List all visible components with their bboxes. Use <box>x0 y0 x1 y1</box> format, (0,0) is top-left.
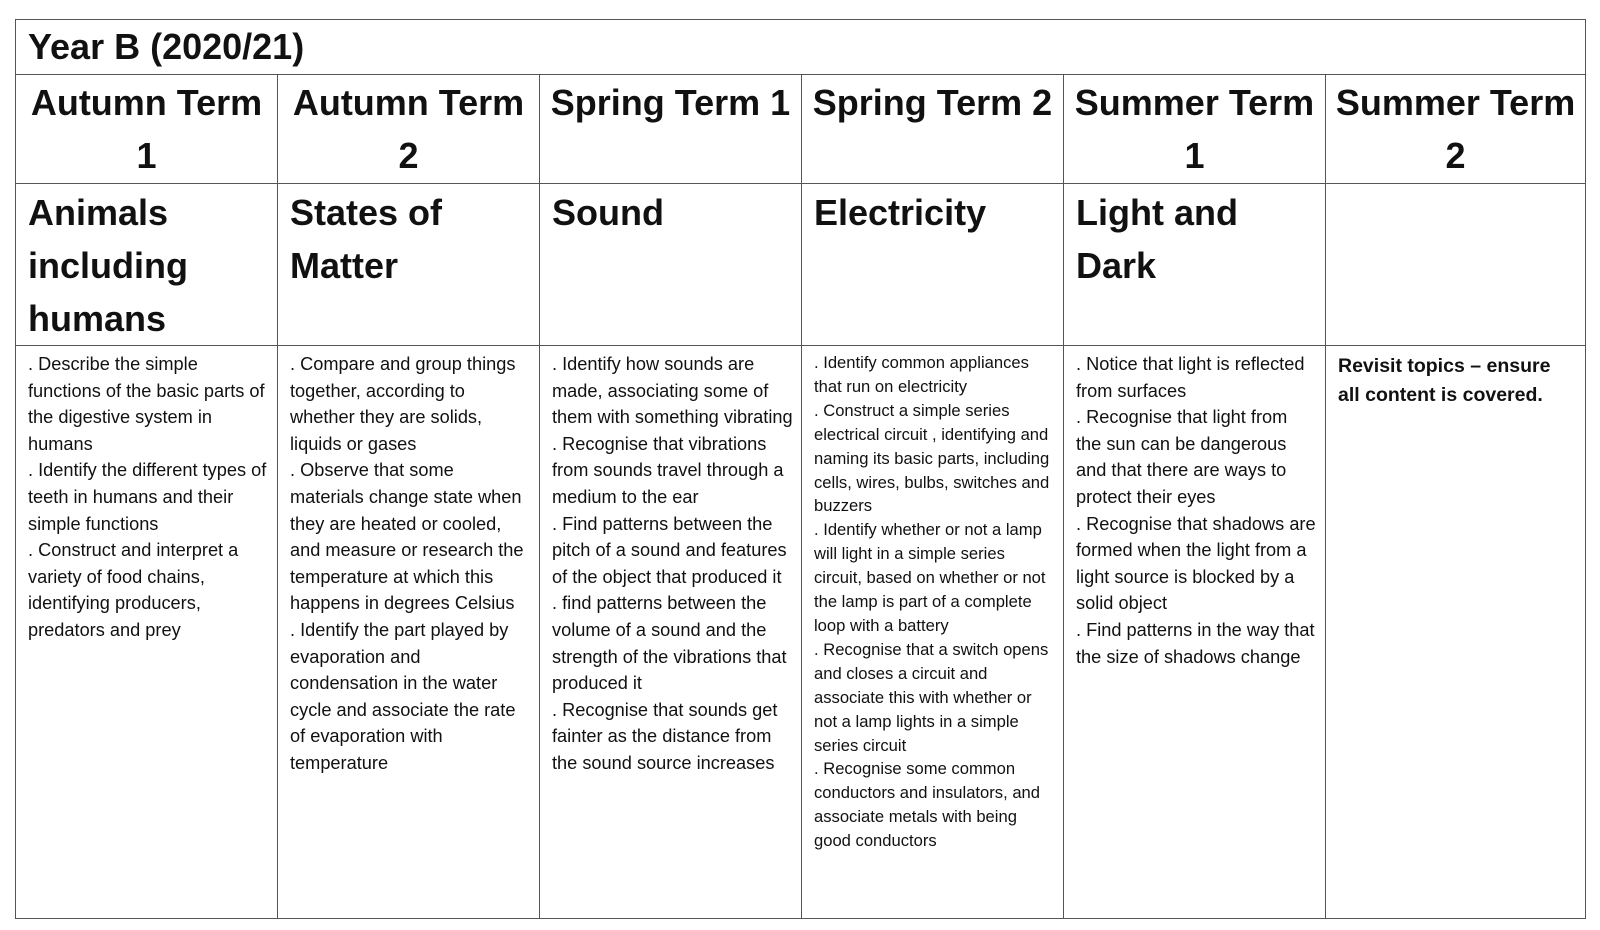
term-header-cell <box>16 75 278 184</box>
topic-cell <box>540 184 802 346</box>
curriculum-table <box>15 19 1586 919</box>
term-header-cell <box>1064 75 1326 184</box>
objectives-cell <box>278 346 540 919</box>
curriculum-sheet <box>15 19 1585 919</box>
topic-label <box>1326 184 1585 186</box>
terms-row <box>16 75 1586 184</box>
year-title: Year B (2020/21) <box>28 26 305 67</box>
objectives-cell <box>16 346 278 919</box>
objectives-list <box>802 346 1063 853</box>
topic-label: Sound <box>552 192 664 233</box>
objective-item: . Describe the simple functions of the basic parts of the digestive system in humans <box>28 354 265 454</box>
objective-item: . Recognise that shadows are formed when the light from a light source is blocked by a solid object <box>1076 513 1316 614</box>
title-row <box>16 20 1586 75</box>
objectives-list <box>278 346 539 777</box>
term-label: Autumn Term 1 <box>30 82 263 176</box>
objective-item: . Identify the part played by evaporation and condensation in the water cycle and associate the rate of evaporation with temperature <box>290 619 516 773</box>
objective-item: . find patterns between the volume of a sound and the strength of the vibrations that produced it <box>552 593 787 694</box>
objective-item: . Identify whether or not a lamp will light in a simple series circuit, based on whether or not the lamp is part of a complete loop with a battery <box>814 520 1046 635</box>
objectives-cell <box>802 346 1064 919</box>
objective-item: . Identify the different types of teeth in humans and their simple functions <box>28 460 267 534</box>
objectives-list <box>1064 346 1325 670</box>
objective-item: . Find patterns in the way that the size of shadows change <box>1076 619 1315 667</box>
objective-item: . Recognise that light from the sun can be dangerous and that there are ways to protect their eyes <box>1076 407 1288 507</box>
objective-item: . Find patterns between the pitch of a sound and features of the object that produced it <box>552 513 787 587</box>
term-label: Autumn Term 2 <box>292 82 525 176</box>
topic-label: Electricity <box>814 192 987 233</box>
term-label: Spring Term 2 <box>812 82 1053 123</box>
objective-item: . Observe that some materials change state when they are heated or cooled, and measure or research the temperature at which this happens in degrees Celsius <box>290 460 524 614</box>
objectives-list <box>540 346 801 777</box>
term-header-cell <box>540 75 802 184</box>
objective-item: . Recognise that sounds get fainter as the distance from the sound source increases <box>552 699 778 773</box>
topic-cell-empty <box>1326 184 1586 346</box>
objective-item: . Identify how sounds are made, associating some of them with something vibrating <box>552 354 793 428</box>
objective-item: . Compare and group things together, according to whether they are solids, liquids or gases <box>290 354 516 454</box>
year-title-cell <box>16 20 1586 75</box>
objectives-list <box>16 346 277 644</box>
topic-label: Animals including humans <box>28 192 188 339</box>
objective-item: . Construct a simple series electrical circuit , identifying and naming its basic parts, including cells, wires, bulbs, switches and buzzers <box>814 400 1050 516</box>
topics-row <box>16 184 1586 346</box>
term-label: Spring Term 1 <box>550 82 791 123</box>
term-header-cell <box>278 75 540 184</box>
objectives-cell <box>540 346 802 919</box>
topic-cell <box>802 184 1064 346</box>
objective-item: . Recognise some common conductors and insulators, and associate metals with being good conductors <box>814 759 1041 851</box>
term-header-cell <box>1326 75 1586 184</box>
objective-item: . Recognise that a switch opens and closes a circuit and associate this with whether or not a lamp lights in a simple series circuit <box>814 639 1049 755</box>
revisit-note: Revisit topics – ensure all content is covered. <box>1338 355 1551 406</box>
topic-label: Light and Dark <box>1076 192 1238 286</box>
objectives-cell <box>1064 346 1326 919</box>
objective-item: . Recognise that vibrations from sounds travel through a medium to the ear <box>552 433 784 507</box>
objectives-row <box>16 346 1586 919</box>
objective-item: . Construct and interpret a variety of food chains, identifying producers, predators and prey <box>28 540 239 640</box>
topic-label: States of Matter <box>290 192 443 286</box>
objective-item: . Identify common appliances that run on electricity <box>814 353 1029 396</box>
objective-item: . Notice that light is reflected from surfaces <box>1076 354 1305 401</box>
topic-cell <box>16 184 278 346</box>
term-label: Summer Term 2 <box>1335 82 1576 176</box>
topic-cell <box>1064 184 1326 346</box>
term-label: Summer Term 1 <box>1074 82 1315 176</box>
topic-cell <box>278 184 540 346</box>
revisit-cell <box>1326 346 1586 919</box>
term-header-cell <box>802 75 1064 184</box>
